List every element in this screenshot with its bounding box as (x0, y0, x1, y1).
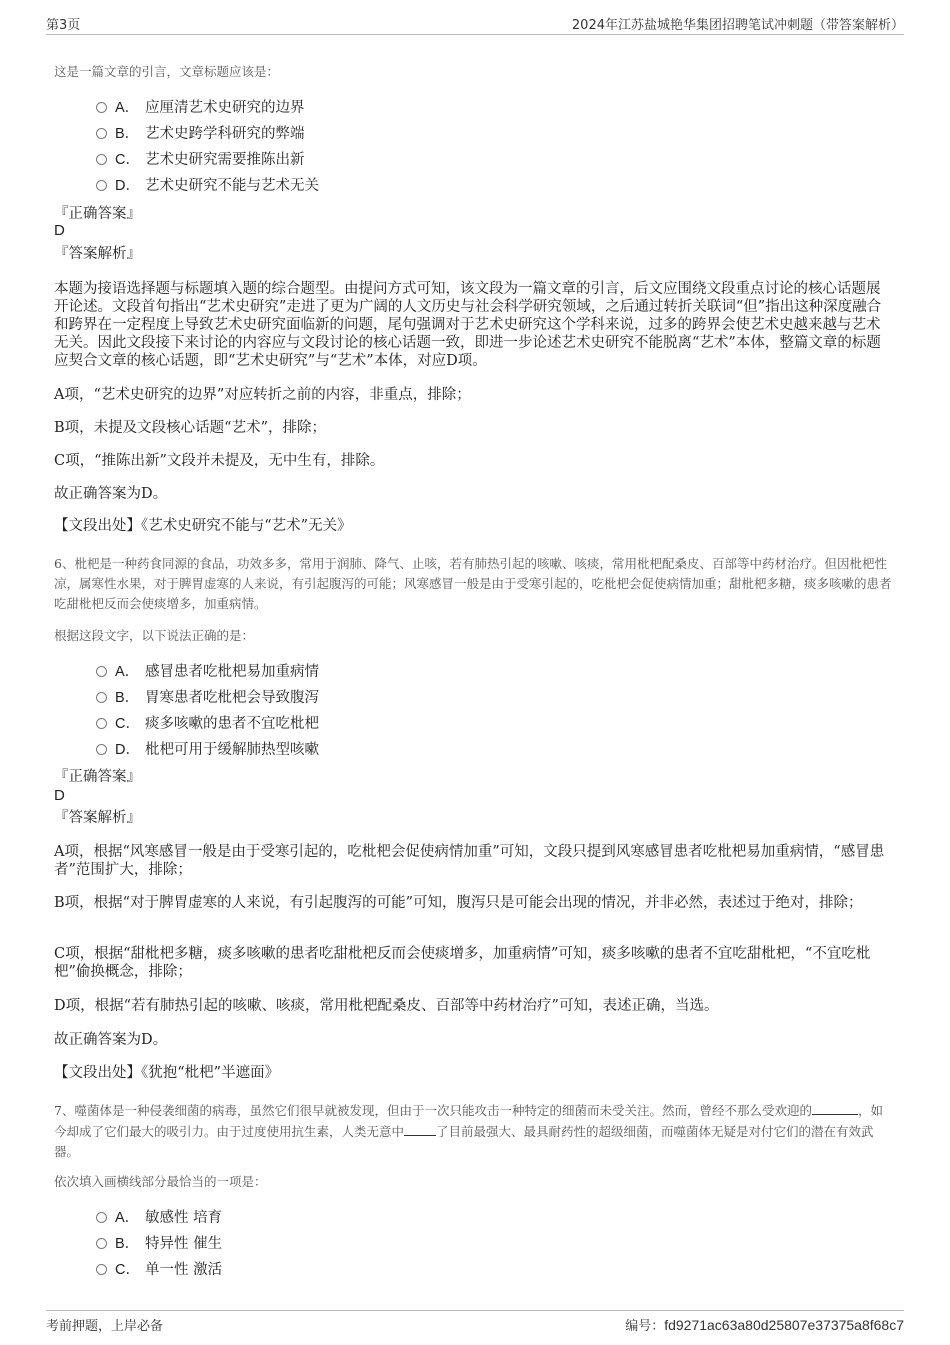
q5-option-d[interactable]: D． 艺术史研究不能与艺术无关 (96, 176, 319, 196)
q6-option-c[interactable]: C． 痰多咳嗽的患者不宜吃枇杷 (96, 714, 319, 734)
code-label: 编号： (625, 1319, 665, 1334)
radio-button[interactable] (96, 666, 107, 677)
q6-source: 【文段出处】《犹抱“枇杷”半遮面》 (54, 1065, 280, 1081)
q6-answer: D (54, 787, 65, 804)
q5-analysis-label: 『答案解析』 (54, 246, 141, 262)
q6-conclusion: 故正确答案为D。 (54, 1032, 168, 1048)
q6-analysis-b: B项，根据“对于脾胃虚寒的人来说，有引起腹泻的可能”可知，腹泻只是可能会出现的情况，并非必然，表述过于绝对，排除； (54, 895, 863, 911)
footer-slogan: 考前押题，上岸必备 (46, 1319, 164, 1334)
radio-button[interactable] (96, 1212, 107, 1223)
radio-button[interactable] (96, 102, 107, 113)
page-footer (46, 1310, 904, 1335)
radio-button[interactable] (96, 128, 107, 139)
q5-conclusion: 故正确答案为D。 (54, 486, 168, 502)
q7-option-c[interactable]: C． 单一性 激活 (96, 1260, 222, 1280)
q5-answer: D (54, 222, 65, 239)
q6-analysis-label: 『答案解析』 (54, 810, 141, 826)
page-number: 第3页 (46, 18, 81, 33)
page-header (46, 14, 904, 35)
q7-option-b[interactable]: B． 特异性 催生 (96, 1234, 222, 1254)
q7-passage: 7、噬菌体是一种侵袭细菌的病毒，虽然它们很早就被发现，但由于一次只能攻击一种特定的细菌而未受关注。然而，曾经不那么受欢迎的 ，如今却成了它们最大的吸引力。由于过度使用抗生素，人类无意中 了目前最强大、最具耐药性的超级细菌，而噬菌体无疑是对付它们的潜在有效武器。 (54, 1100, 894, 1162)
radio-button[interactable] (96, 744, 107, 755)
document-title: 2024年江苏盐城艳华集团招聘笔试冲刺题（带答案解析） (571, 18, 904, 33)
code-value: fd9271ac63a80d25807e37375a8f68c7 (664, 1317, 904, 1333)
q6-prompt: 根据这段文字，以下说法正确的是： (54, 628, 255, 643)
radio-button[interactable] (96, 154, 107, 165)
q5-source: 【文段出处】《艺术史研究不能与“艺术”无关》 (54, 518, 352, 534)
q5-option-c[interactable]: C． 艺术史研究需要推陈出新 (96, 150, 305, 170)
q5-option-a[interactable]: A． 应厘清艺术史研究的边界 (96, 98, 305, 118)
q6-analysis-a: A项，根据“风寒感冒一般是由于受寒引起的，吃枇杷会促使病情加重”可知，文段只提到风寒感冒患者吃枇杷易加重病情，“感冒患者”范围扩大，排除； (54, 844, 885, 878)
q6-option-b[interactable]: B． 胃寒患者吃枇杷会导致腹泻 (96, 688, 319, 708)
radio-button[interactable] (96, 718, 107, 729)
q5-option-b[interactable]: B． 艺术史跨学科研究的弊端 (96, 124, 305, 144)
q6-analysis-d: D项，根据“若有肺热引起的咳嗽、咳痰，常用枇杷配桑皮、百部等中药材治疗”可知，表述正确，当选。 (54, 998, 719, 1014)
fill-blank-2 (404, 1121, 436, 1136)
fill-blank-1 (812, 1100, 858, 1115)
q5-correct-label: 『正确答案』 (54, 206, 141, 222)
q5-analysis-c: C项，“推陈出新”文段并未提及，无中生有，排除。 (54, 453, 385, 469)
q5-prompt: 这是一篇文章的引言，文章标题应该是： (54, 64, 280, 79)
radio-button[interactable] (96, 1264, 107, 1275)
document-code (625, 1315, 904, 1334)
q6-option-a[interactable]: A． 感冒患者吃枇杷易加重病情 (96, 662, 319, 682)
radio-button[interactable] (96, 180, 107, 191)
q5-analysis-a: A项，“艺术史研究的边界”对应转折之前的内容，非重点，排除； (54, 387, 471, 403)
radio-button[interactable] (96, 692, 107, 703)
q7-option-a[interactable]: A． 敏感性 培育 (96, 1208, 222, 1228)
q6-option-d[interactable]: D． 枇杷可用于缓解肺热型咳嗽 (96, 740, 319, 760)
q7-prompt: 依次填入画横线部分最恰当的一项是： (54, 1174, 267, 1189)
radio-button[interactable] (96, 1238, 107, 1249)
q6-analysis-c: C项，根据“甜枇杷多糖，痰多咳嗽的患者吃甜枇杷反而会使痰增多，加重病情”可知，痰多咳嗽的患者不宜吃甜枇杷，“不宜吃枇杷”偷换概念，排除； (54, 946, 871, 980)
q6-passage: 6、枇杷是一种药食同源的食品，功效多多，常用于润肺、降气、止咳，若有肺热引起的咳嗽、咳痰，常用枇杷配桑皮、百部等中药材治疗。但因枇杷性凉，属寒性水果，对于脾胃虚寒的人来说，有引起腹泻的可能；风寒感冒一般是由于受寒引起的，吃枇杷会促使病情加重；甜枇杷多糖，痰多咳嗽的患者吃甜枇杷反而会使痰增多，加重病情。 (54, 556, 892, 611)
q5-analysis-b: B项，未提及文段核心话题“艺术”，排除； (54, 420, 326, 436)
q6-correct-label: 『正确答案』 (54, 769, 141, 785)
q5-analysis-main: 本题为接语选择题与标题填入题的综合题型。由提问方式可知，该文段为一篇文章的引言，后文应围绕文段重点讨论的核心话题展开论述。文段首句指出“艺术史研究”走进了更为广阔的人文历史与社会科学研究领域，之后通过转折关联词“但”指出这种深度融合和跨界在一定程度上导致艺术史研究面临新的问题，尾句强调对于艺术史研究这个学科来说，过多的跨界会使艺术史越来越与艺术无关。因此文段接下来讨论的内容应与文段讨论的核心话题一致，即进一步论述艺术史研究不能脱离“艺术”本体，整篇文章的标题应契合文章的核心话题，即“艺术史研究”与“艺术”本体，对应D项。 (54, 281, 882, 369)
